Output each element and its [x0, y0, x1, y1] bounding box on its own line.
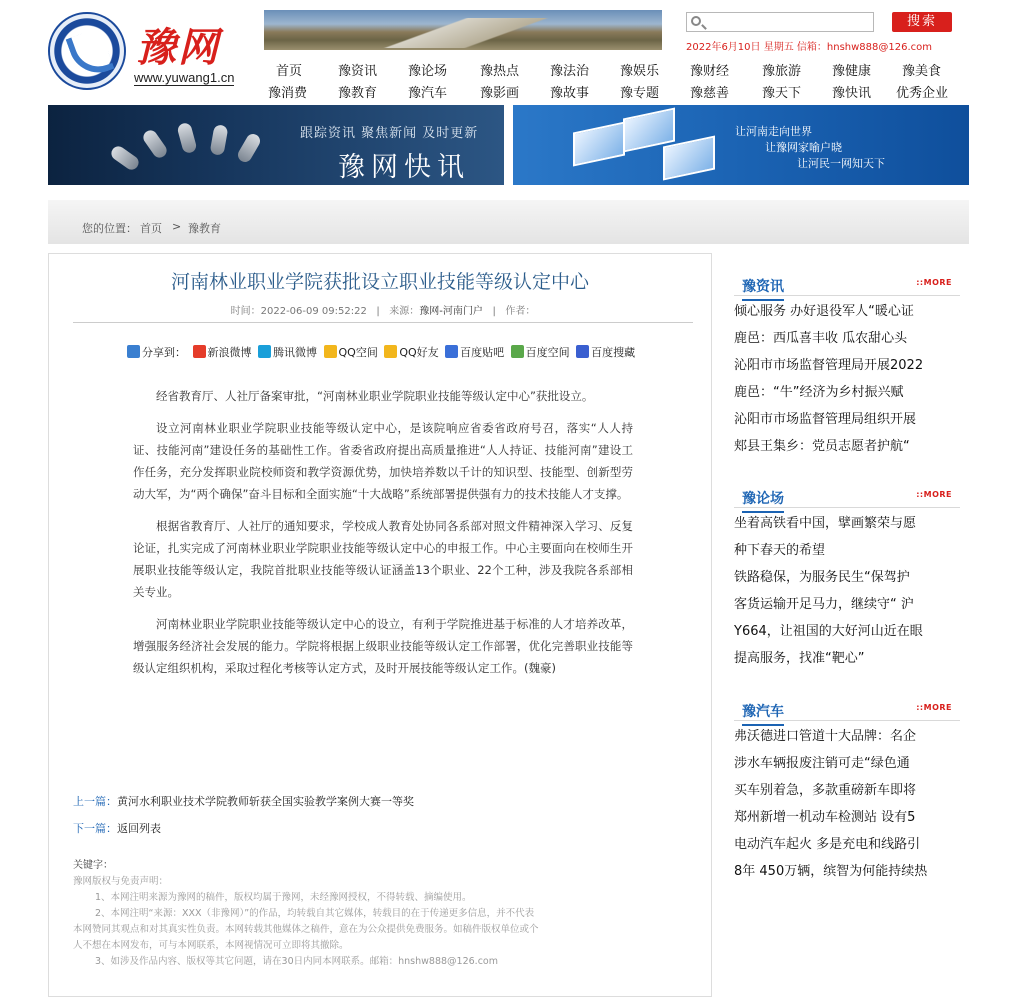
prev-article — [73, 793, 414, 809]
main-nav — [262, 60, 962, 104]
sidebar-link[interactable]: 提高服务，找准“靶心” — [734, 651, 865, 666]
article-body — [133, 385, 633, 689]
next-article — [73, 820, 161, 836]
sidebar-block-news — [734, 268, 960, 460]
ad-left-title: 豫网快讯 — [338, 152, 470, 183]
share-tencent-weibo[interactable]: 腾讯微博 — [258, 344, 317, 360]
sidebar-link[interactable]: Y664，让祖国的大好河山近在眼 — [734, 624, 923, 639]
breadcrumb — [48, 200, 969, 244]
disclaimer-item: 人不想在本网发布，可与本网联系，本网视情况可立即将其撤除。 — [73, 940, 349, 951]
ad-banner-left[interactable] — [48, 105, 504, 185]
next-label: 下一篇： — [73, 822, 117, 835]
sidebar-link[interactable]: 涉水车辆报废注销可走“绿色通 — [734, 756, 910, 771]
search-icon — [691, 16, 701, 26]
article-panel — [48, 253, 712, 997]
breadcrumb-home[interactable]: 首页 — [140, 222, 162, 235]
tencent-weibo-icon — [258, 345, 271, 358]
nav-item[interactable]: 豫消费 — [268, 86, 308, 101]
sidebar-link[interactable]: 鹿邑：西瓜喜丰收 瓜农甜心头 — [734, 331, 908, 346]
author-label: 作者： — [505, 306, 536, 317]
qzone-icon — [324, 345, 337, 358]
sidebar-link[interactable]: 沁阳市市场监督管理局组织开展 — [734, 412, 917, 427]
sidebar-list — [734, 296, 960, 460]
nav-item[interactable]: 豫故事 — [550, 86, 590, 101]
ad-left-subtitle: 跟踪资讯 聚焦新闻 及时更新 — [300, 126, 479, 141]
logo-emblem — [48, 12, 126, 90]
screen-graphic — [573, 121, 625, 166]
disclaimer-item: 本网赞同其观点和对其真实性负责。本网转载其他媒体之稿件，意在为公众提供免费服务。如稿件版权单位或个 — [73, 924, 539, 935]
sidebar-link[interactable]: 倾心服务 办好退役军人“暖心证 — [734, 304, 914, 319]
next-article-link[interactable]: 返回列表 — [117, 822, 161, 835]
sidebar-link[interactable]: 弗沃德进口管道十大品牌：名企 — [734, 729, 917, 744]
baidu-soucang-icon — [576, 345, 589, 358]
share-qq-friend[interactable]: QQ好友 — [384, 344, 438, 360]
nav-row-2 — [262, 82, 962, 104]
sidebar-link[interactable]: 电动汽车起火 多是充电和线路引 — [734, 837, 921, 852]
prev-label: 上一篇： — [73, 795, 117, 808]
prev-article-link[interactable]: 黄河水利职业技术学院教师斩获全国实验教学案例大赛一等奖 — [117, 795, 414, 808]
keywords-label: 关键字： — [73, 860, 113, 871]
nav-item[interactable]: 豫资讯 — [338, 64, 378, 79]
copyright-disclaimer — [73, 874, 643, 970]
article-paragraph: 根据省教育厅、人社厅的通知要求，学校成人教育处协同各系部对照文件精神深入学习、反复论证，扎实完成了河南林业职业学院职业技能等级认定中心的申报工作。中心主要面向在校师生开展职业技能等级认定，我院首批职业技能等级认证涵盖13个职业、22个工种，涉及我院各系部相关专业。 — [133, 519, 633, 599]
sidebar-header — [734, 693, 960, 721]
more-link[interactable]: ::MORE — [916, 490, 952, 499]
nav-item[interactable]: 豫汽车 — [408, 86, 448, 101]
article-paragraph: 经省教育厅、人社厅备案审批，“河南林业职业学院职业技能等级认定中心”获批设立。 — [156, 389, 594, 403]
nav-item[interactable]: 优秀企业 — [896, 86, 949, 101]
nav-item[interactable]: 豫美食 — [902, 64, 942, 79]
publish-time: 2022-06-09 09:52:22 — [260, 306, 367, 317]
share-baidu-soucang[interactable]: 百度搜藏 — [576, 344, 635, 360]
logo-url[interactable]: www.yuwang1.cn — [134, 70, 235, 85]
sidebar-title[interactable]: 豫汽车 — [742, 701, 784, 726]
nav-item[interactable]: 豫慈善 — [690, 86, 730, 101]
breadcrumb-prefix: 您的位置： — [82, 222, 137, 235]
nav-item[interactable]: 豫专题 — [620, 86, 660, 101]
share-weibo[interactable]: 新浪微博 — [193, 344, 252, 360]
baidu-space-icon — [511, 345, 524, 358]
time-label: 时间： — [230, 306, 261, 317]
header-landscape-banner — [264, 10, 662, 50]
logo-text: 豫网 — [136, 24, 220, 71]
nav-item[interactable]: 豫论场 — [408, 64, 448, 79]
sidebar-link[interactable]: 郑州新增一机动车检测站 设有5 — [734, 810, 916, 825]
nav-item[interactable]: 豫影画 — [480, 86, 520, 101]
disclaimer-item: 1、本网注明来源为豫网的稿件，版权均属于豫网，未经豫网授权，不得转载、摘编使用。 — [95, 892, 472, 903]
nav-item[interactable]: 豫热点 — [480, 64, 520, 79]
more-link[interactable]: ::MORE — [916, 278, 952, 287]
ad-banner-right[interactable] — [513, 105, 969, 185]
sidebar-link[interactable]: 买车别着急，多款重磅新车即将 — [734, 783, 917, 798]
site-logo[interactable] — [48, 12, 248, 97]
more-link[interactable]: ::MORE — [916, 703, 952, 712]
share-label: 分享到： — [127, 344, 186, 360]
sidebar-link[interactable]: 坐着高铁看中国，擘画繁荣与愿 — [734, 516, 917, 531]
sidebar-block-forum — [734, 480, 960, 672]
breadcrumb-separator: > — [172, 220, 182, 233]
source-label: 来源： — [389, 306, 420, 317]
weibo-icon — [193, 345, 206, 358]
sidebar-title[interactable]: 豫资讯 — [742, 276, 784, 301]
sidebar-list — [734, 508, 960, 672]
disclaimer-item: 3、如涉及作品内容、版权等其它问题，请在30日内同本网联系。邮箱：hnshw888@126.com — [95, 956, 498, 967]
search-button[interactable]: 搜索 — [892, 12, 952, 32]
nav-row-1 — [262, 60, 962, 82]
disclaimer-title: 豫网版权与免责声明： — [73, 876, 169, 887]
qq-icon — [384, 345, 397, 358]
sidebar-block-auto — [734, 693, 960, 885]
nav-item[interactable]: 豫教育 — [338, 86, 378, 101]
search-input[interactable] — [707, 14, 871, 30]
breadcrumb-current[interactable]: 豫教育 — [188, 222, 221, 235]
sidebar-link[interactable]: 种下春天的希望 — [734, 543, 826, 558]
ad-right-line-3: 让河民一网知天下 — [797, 157, 885, 170]
share-baidu-tieba[interactable]: 百度贴吧 — [445, 344, 504, 360]
article-paragraph: 河南林业职业学院职业技能等级认定中心的设立，有利于学院推进基于标准的人才培养改革，增强服务经济社会发展的能力。学院将根据上级职业技能等级认定工作部署，优化完善职业技能等级认定组织机构，采取过程化考核等认定方式，及时开展技能等级认定工作。(魏豪) — [133, 617, 633, 675]
sidebar-link[interactable]: 铁路稳保，为服务民生“保驾护 — [734, 570, 910, 585]
share-plus-icon — [127, 345, 140, 358]
date-and-mailbox: 2022年6月10日 星期五 信箱：hnshw888@126.com — [686, 42, 933, 53]
share-qzone[interactable]: QQ空间 — [324, 344, 378, 360]
sidebar-link[interactable]: 郏县王集乡：党员志愿者护航“ — [734, 439, 910, 454]
sidebar-link[interactable]: 沁阳市市场监督管理局开展2022 — [734, 358, 924, 373]
sidebar-header — [734, 480, 960, 508]
article-meta: 时间：2022-06-09 09:52:22 | 来源：豫网-河南门户 | 作者： — [73, 302, 693, 323]
share-baidu-space[interactable]: 百度空间 — [511, 344, 570, 360]
disclaimer-item: 2、本网注明“来源：XXX（非豫网）”的作品，均转载自其它媒体，转载目的在于传递更多信息，并不代表 — [95, 908, 535, 919]
sidebar-link[interactable]: 鹿邑：“牛”经济为乡村振兴赋 — [734, 385, 904, 400]
article-paragraph: 设立河南林业职业学院职业技能等级认定中心，是该院响应省委省政府号召，落实“人人持证、技能河南”建设任务的基础性工作。省委省政府提出高质量推进“人人持证、技能河南”建设工作任务，充分发挥职业院校师资和教学资源优势，加快培养数以千计的知识型、技能型、创新型劳动大军，为“两个确保”奋斗目标和全面实施“十大战略”系统部署提供强有力的技术技能人才支撑。 — [133, 421, 633, 501]
article-title: 河南林业职业学院获批设立职业技能等级认定中心 — [170, 271, 589, 293]
sidebar-title[interactable]: 豫论场 — [742, 488, 784, 513]
nav-item[interactable]: 首页 — [276, 64, 303, 79]
nav-item[interactable]: 豫快讯 — [832, 86, 872, 101]
sidebar-link[interactable]: 8年 450万辆，缤智为何能持续热 — [734, 864, 928, 879]
nav-item[interactable]: 豫天下 — [762, 86, 802, 101]
nav-item[interactable]: 豫娱乐 — [620, 64, 660, 79]
nav-item[interactable]: 豫财经 — [690, 64, 730, 79]
search-box[interactable] — [686, 12, 874, 32]
source-value: 豫网-河南门户 — [419, 306, 483, 317]
nav-item[interactable]: 豫法治 — [550, 64, 590, 79]
ad-right-line-1: 让河南走向世界 — [735, 125, 812, 138]
nav-item[interactable]: 豫健康 — [832, 64, 872, 79]
sidebar-header — [734, 268, 960, 296]
site-header — [0, 0, 1009, 105]
tieba-icon — [445, 345, 458, 358]
microphones-graphic — [108, 115, 288, 185]
sidebar-link[interactable]: 客货运输开足马力，继续守“ 沪 — [734, 597, 914, 612]
ad-right-line-2: 让豫网家喻户晓 — [765, 141, 842, 154]
sidebar-list — [734, 721, 960, 885]
share-bar — [127, 344, 638, 360]
nav-item[interactable]: 豫旅游 — [762, 64, 802, 79]
